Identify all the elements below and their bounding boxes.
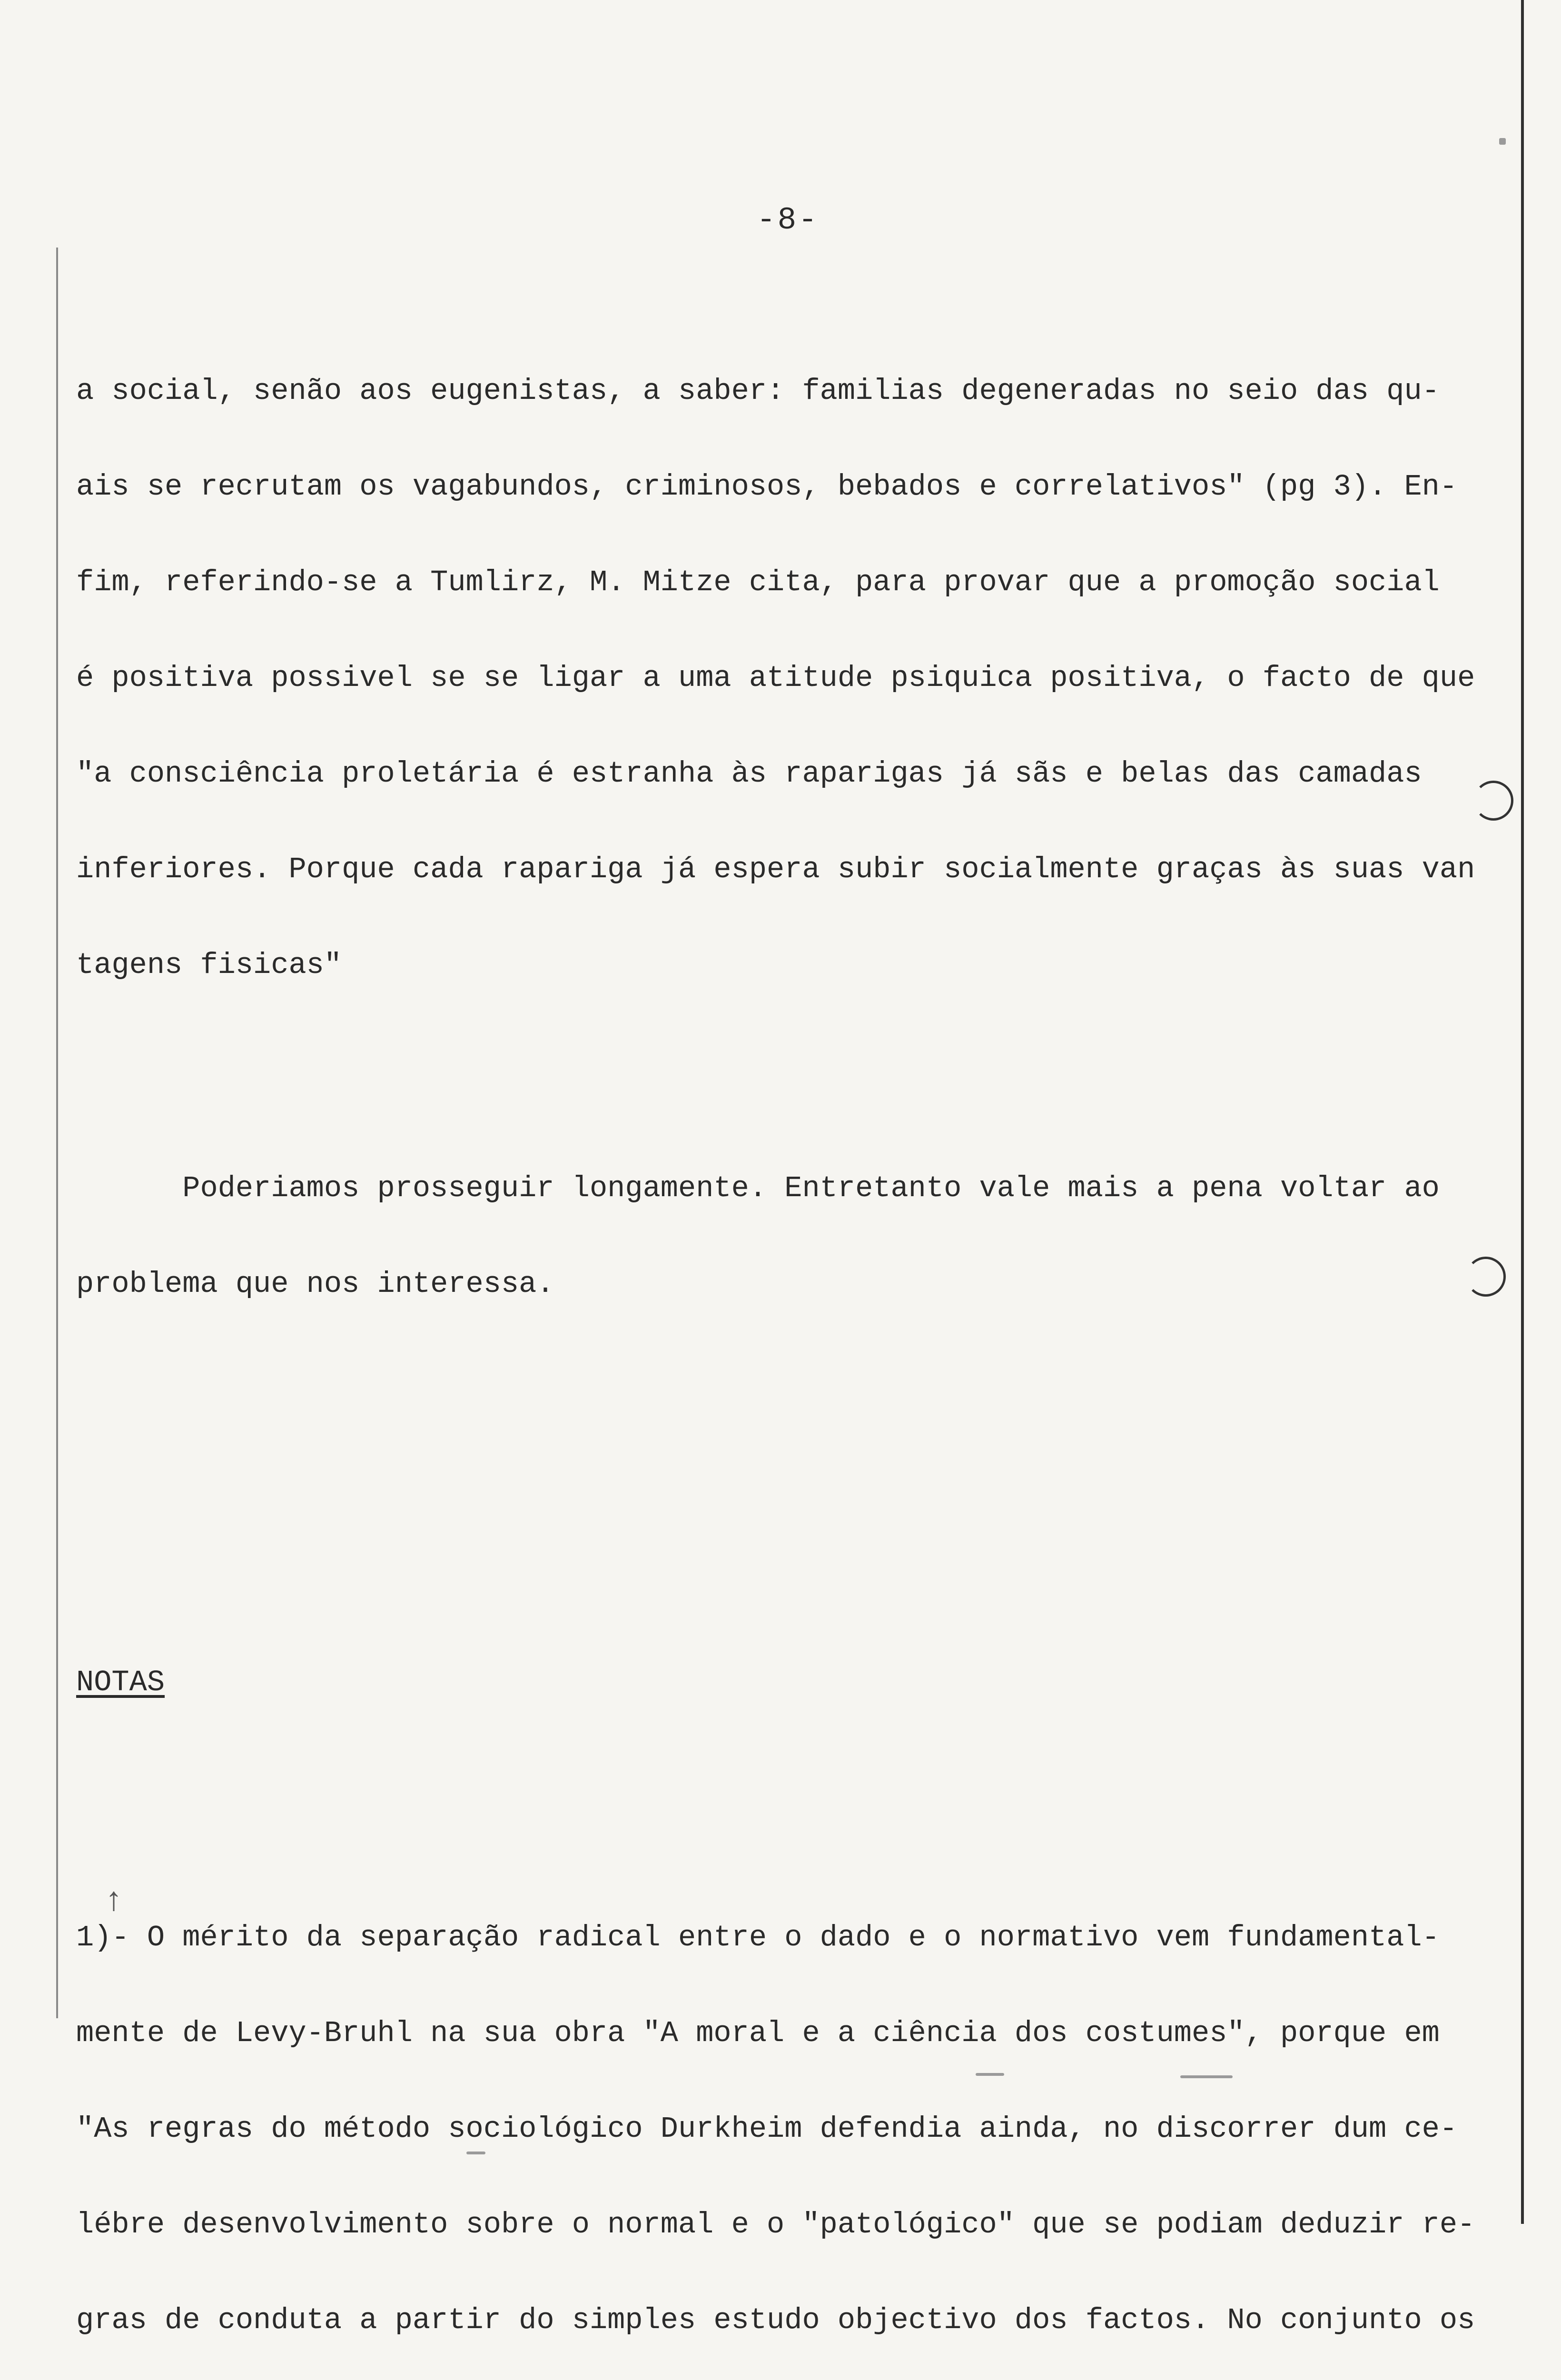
paragraph-continue [76,1109,1518,1364]
page-number: -8- [757,202,819,238]
ink-smudge [466,2152,485,2154]
text-line: mente de Levy-Bruhl na sua obra "A moral e a ciência dos costumes", porque em [76,2017,1440,2049]
note-1 [76,1858,1518,2380]
text-line: ais se recrutam os vagabundos, criminosos, bebados e correlativos" (pg 3). En- [76,471,1458,503]
paragraph-intro [76,311,1518,1045]
text-line: problema que nos interessa. [76,1268,554,1300]
binder-hole-mark-icon [1473,781,1513,821]
text-line: é positiva possivel se se ligar a uma atitude psiquica positiva, o facto de que [76,662,1475,694]
text-line: a social, senão aos eugenistas, a saber: familias degeneradas no seio das qu- [76,375,1440,407]
text-line: "a consciência proletária é estranha às raparigas já sãs e belas das camadas [76,758,1422,790]
notes-heading-row [76,1603,1518,1762]
text-line: tagens fisicas" [76,949,342,981]
text-line: inferiores. Porque cada rapariga já espera subir socialmente graças às suas van [76,853,1475,885]
text-line: "As regras do método sociológico Durkheim defendia ainda, no discorrer dum ce- [76,2113,1458,2145]
text-line: lébre desenvolvimento sobre o normal e o "patológico" que se podiam deduzir re- [76,2209,1475,2241]
right-margin-rule [1521,0,1524,2224]
text-line: fim, referindo-se a Tumlirz, M. Mitze cita, para provar que a promoção social [76,566,1440,598]
text-line: 1)- O mérito da separação radical entre o dado e o normativo vem fundamental- [76,1922,1440,1954]
ink-smudge [1180,2075,1233,2078]
text-line: gras de conduta a partir do simples estudo objectivo dos factos. No conjunto os [76,2304,1475,2336]
text-line: Poderiamos prosseguir longamente. Entretanto vale mais a pena voltar ao [76,1172,1440,1204]
notes-heading: NOTAS [76,1666,165,1698]
handwritten-arrow-icon: ↑ [104,1883,124,1921]
body-text [76,248,1518,2380]
binder-hole-mark-icon [1466,1257,1506,1297]
left-margin-rule [56,248,58,2018]
ink-smudge [976,2073,1004,2076]
ink-smudge [1499,138,1506,145]
